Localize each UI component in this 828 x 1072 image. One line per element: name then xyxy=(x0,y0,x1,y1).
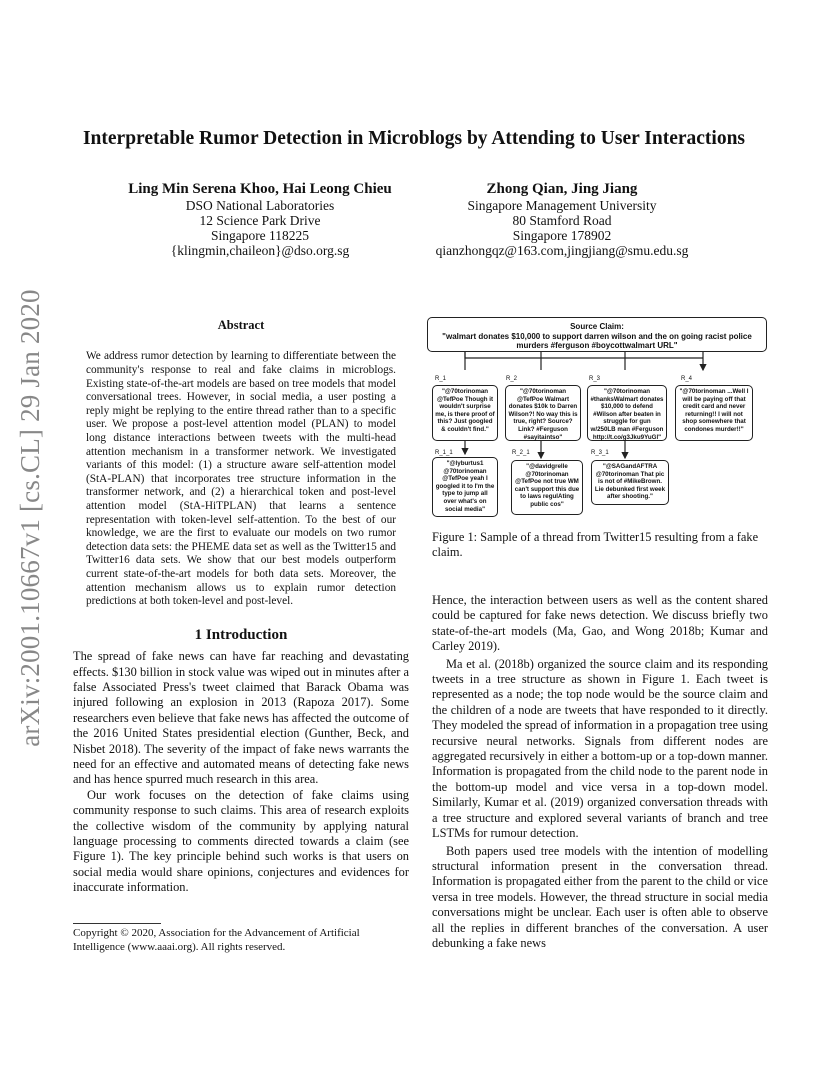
intro-heading: 1 Introduction xyxy=(194,626,288,643)
node-label: R_2 xyxy=(506,376,518,382)
city-right: Singapore 178902 xyxy=(512,228,612,243)
author-names-left: Ling Min Serena Khoo, Hai Leong Chieu xyxy=(128,181,392,197)
figure-thread-tree xyxy=(427,312,767,517)
affiliation-left: DSO National Laboratories xyxy=(185,198,335,213)
node-label: R_4 xyxy=(681,376,693,382)
abstract-heading: Abstract xyxy=(217,318,265,332)
intro-paragraph-1: The spread of fake news can have far reaching and devastating effects. $130 billion in stock value was wiped out in minutes after a false Associated Press's tweet claimed that Barack Obama was injured following an explosion in 2013 (Rapoza 2017). Some researchers even believe that fake news has affected the outcome of the 2016 United States presidential election (Gunther, Beck, and Nisbet 2018). The severity of the impact of fake news warrants the need for an effective and automated means of detecting fake news and has hence spurred much research in this area. xyxy=(73,649,409,787)
left-column xyxy=(73,318,409,896)
reply-box-r1-1: "@lyburtus1 @70torinoman @TefPoe yeah I googled it to I'm the type to jump all over what's on social media" xyxy=(432,457,498,517)
right-column xyxy=(432,593,768,951)
intro-paragraph-2: Our work focuses on the detection of fake claims using community response to such claims. This area of research exploits the collective wisdom of the community by applying natural language processing to comments directed towards a claim (see Figure 1). The key principle behind such works is that users on social media would share opinions, conjectures and evidences for inaccurate information. xyxy=(73,787,409,895)
reply-box-r3-1: "@SAGandAFTRA @70torinoman That pic is not of #MikeBrown. Lie debunked first week after shooting." xyxy=(591,460,669,505)
right-paragraph-0: Hence, the interaction between users as well as the content shared could be captured for fake news detection. We discuss briefly two state-of-the-art models (Ma, Gao, and Wong 2018b; Kumar and Carley 2019). xyxy=(432,593,768,654)
abstract-text: We address rumor detection by learning to differentiate between the community's response to real and fake claims in microblogs. Existing state-of-the-art models are based on tree models that model conversational trees. However, in social media, a user posting a reply might be replying to the entire thread rather than to a specific user. We propose a post-level attention model (PLAN) to model long distance interactions between tweets with the multi-head attention mechanism in a transformer network. We investigated variants of this model: (1) a structure aware self-attention model (StA-PLAN) that incorporates tree structure information in the transformer network, and (2) a hierarchical token and post-level attention model (StA-HiTPLAN) that learns a sentence representation with token-level self-attention. To the best of our knowledge, we are the first to evaluate our models on two rumor detection data sets: the PHEME data set as well as the Twitter15 and Twitter16 data sets. We show that our best models outperform current state-of-the-art models for both data sets. Moreover, the attention mechanism allows us to explain rumor detection predictions at both token-level and post-level. xyxy=(86,350,396,608)
address-right: 80 Stamford Road xyxy=(512,213,612,228)
reply-box-r2: "@70torinoman @TefPoe Walmart donates $10k to Darren Wilson?! No way this is true, right? Source? Link? #Ferguson #sayitaintso" xyxy=(505,385,581,441)
city-left: Singapore 118225 xyxy=(210,228,310,243)
address-left: 12 Science Park Drive xyxy=(199,213,321,228)
copyright-footnote: Copyright © 2020, Association for the Advancement of Artificial Intelligence (www.aaai.org). All rights reserved. xyxy=(73,927,360,953)
right-paragraph-1: Ma et al. (2018b) organized the source claim and its responding tweets in a tree structure as shown in Figure 1. Each tweet is represented as a node; the top node would be the source claim and the children of a node are tweets that have responded to it directly. They modeled the spread of information in a propagation tree using recursive neural networks. Signals from different nodes are aggregated recursively in either a bottom-up or a top-down manner. Information is propagated from the child node to the parent node in the bottom-up model and vice versa in a top-down model. Similarly, Kumar et al. (2019) organized conversation threads with a tree structure and explored several variants of branch and tree LSTMs for rumour detection. xyxy=(432,656,768,841)
node-label: R_3_1 xyxy=(591,450,609,456)
email-left: {klingmin,chaileon}@dso.org.sg xyxy=(170,243,350,258)
paper-title: Interpretable Rumor Detection in Microblogs by Attending to User Interactions xyxy=(82,128,746,149)
affiliation-right: Singapore Management University xyxy=(467,198,657,213)
reply-box-r3: "@70torinoman #thanksWalmart donates $10,000 to defend #Wilson after beaten in struggle for gun w/250LB man #Ferguson http://t.co/g3Jku9YuGl" xyxy=(587,385,667,441)
reply-box-r4: "@70torinoman ...Well I will be paying off that credit card and never returning!! I will not shop somewhere that condones murder!!" xyxy=(675,385,753,441)
right-paragraph-2: Both papers used tree models with the intention of modelling structural information present in the conversation thread. Information is propagated either from the parent to the child or vice versa in tree models. However, the thread structure in social media conversations might be unclear. Each user is often able to observe all the replies in different branches of the conversation. A user debunking a fake news xyxy=(432,843,768,950)
arxiv-side-stamp: arXiv:2001.10667v1 [cs.CL] 29 Jan 2020 xyxy=(15,289,45,747)
node-label: R_1_1 xyxy=(435,450,453,456)
footnote-rule xyxy=(73,923,161,924)
figure-caption: Figure 1: Sample of a thread from Twitter15 resulting from a fake claim. xyxy=(432,530,759,560)
reply-box-r2-1: "@davidgrelle @70torinoman @TefPoe not true WM can't support this due to laws regulAting public cos" xyxy=(511,460,583,515)
author-block-right xyxy=(412,182,712,258)
node-label: R_2_1 xyxy=(512,450,530,456)
author-block-left xyxy=(110,182,410,258)
reply-box-r1: "@70torinoman @TefPoe Though it wouldn't surprise me, is there proof of this? Just googled & couldn't find." xyxy=(432,385,498,441)
email-right: qianzhongqz@163.com,jingjiang@smu.edu.sg xyxy=(435,243,689,258)
node-label: R_1 xyxy=(435,376,447,382)
source-claim-box: Source Claim: "walmart donates $10,000 to support darren wilson and the on going racist police murders #ferguson #boycottwalmart URL" xyxy=(427,317,767,352)
author-names-right: Zhong Qian, Jing Jiang xyxy=(486,181,638,197)
node-label: R_3 xyxy=(589,376,601,382)
